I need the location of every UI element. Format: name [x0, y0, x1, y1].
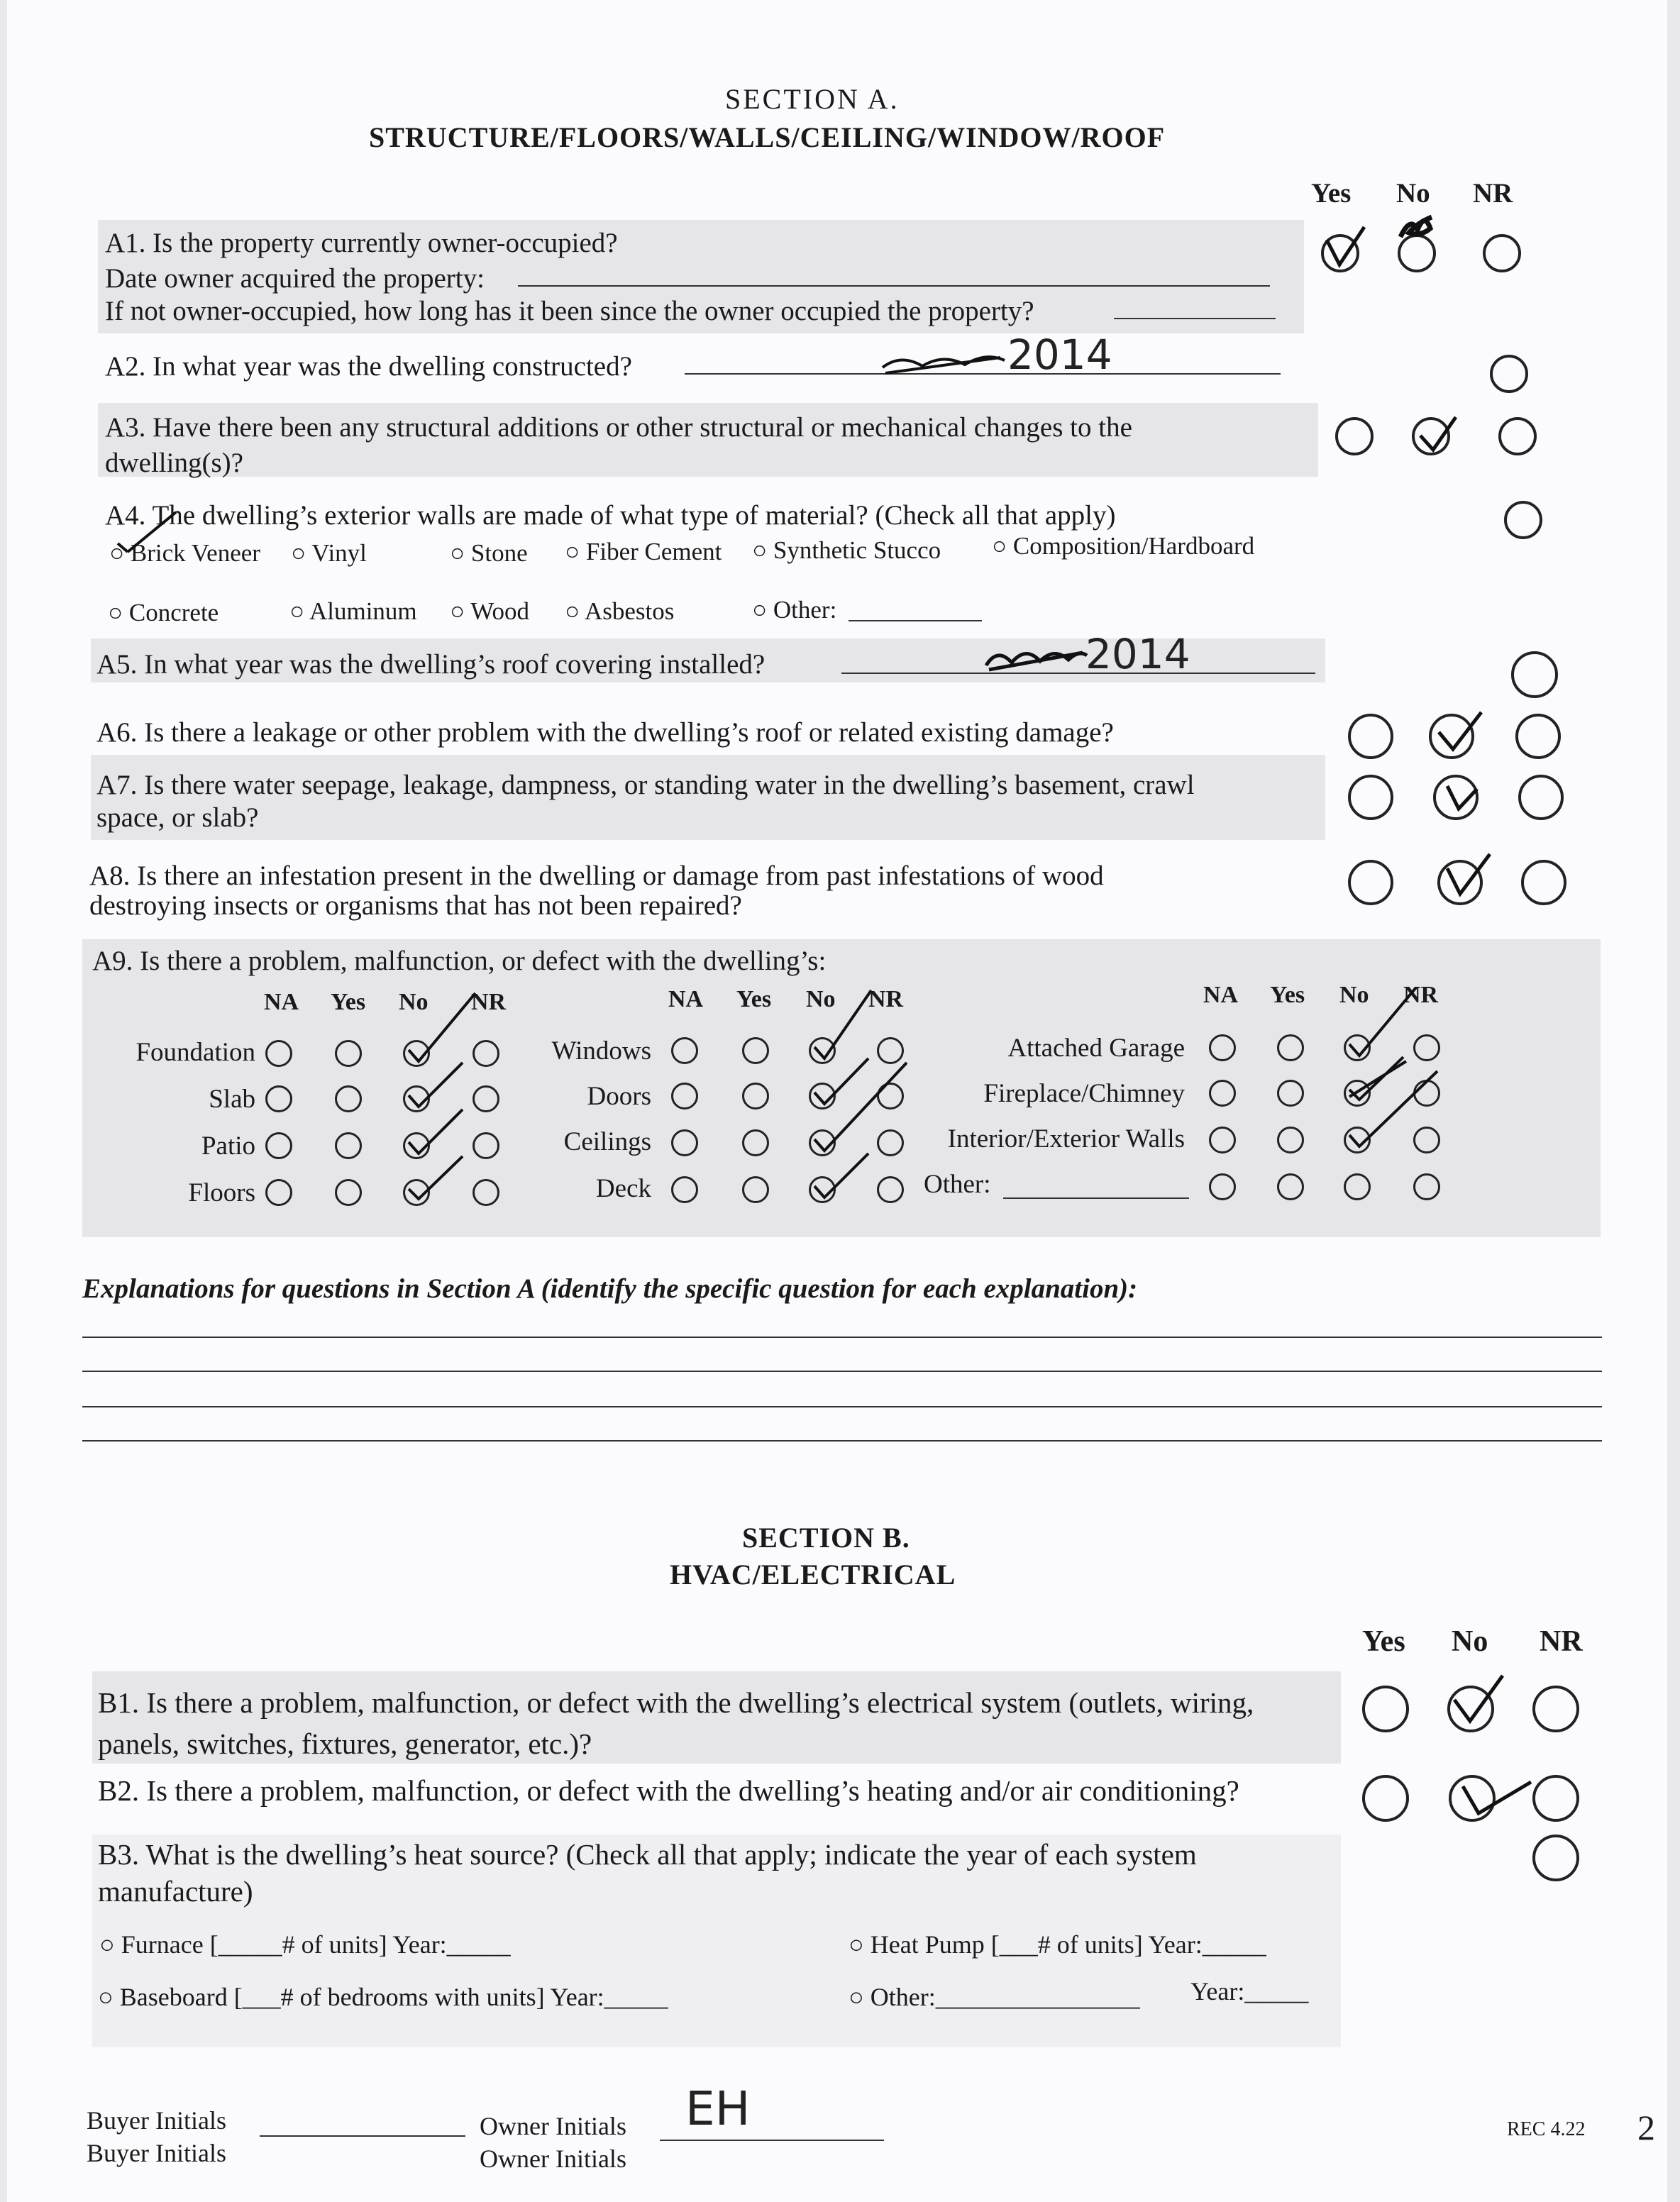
a9-other-yes-radio[interactable]: [1277, 1173, 1304, 1200]
a9-deck-label: Deck: [595, 1174, 651, 1203]
a9-deck-yes-radio[interactable]: [742, 1176, 769, 1203]
a6-question: A6. Is there a leakage or other problem with the dwelling’s roof or related existing damage?: [96, 717, 1114, 748]
a9-patio-label: Patio: [201, 1132, 255, 1161]
col-yes-a: Yes: [1311, 178, 1352, 209]
a3-nr-radio[interactable]: [1498, 417, 1537, 455]
a9-g2-yes-header: Yes: [736, 986, 772, 1012]
page-number: 2: [1637, 2108, 1655, 2147]
a3-question-cont: dwelling(s)?: [105, 448, 243, 478]
owner-initials-label: Owner Initials: [480, 2112, 626, 2140]
a9-group1-checkmarks-icon: [402, 989, 515, 1202]
explanation-line-3[interactable]: [82, 1406, 1602, 1407]
a9-slab-yes-radio[interactable]: [335, 1085, 362, 1112]
a9-fireplace-yes-radio[interactable]: [1277, 1080, 1304, 1107]
a2-nr-radio[interactable]: [1490, 355, 1528, 393]
a9-foundation-yes-radio[interactable]: [335, 1040, 362, 1067]
a6-no-checkmark-icon: [1435, 709, 1484, 752]
b1-question-cont: panels, switches, fixtures, generator, etc.)?: [98, 1727, 592, 1760]
a9-g2-no-header: No: [806, 986, 836, 1012]
a2-crossed-out-scribble-icon: [880, 345, 1007, 380]
a9-g3-no-header: No: [1339, 982, 1369, 1008]
b3-question: B3. What is the dwelling’s heat source? (Check all that apply; indicate the year of each system: [98, 1838, 1197, 1871]
col-no-a: No: [1396, 178, 1430, 209]
a9-foundation-na-radio[interactable]: [265, 1040, 292, 1067]
a9-ceilings-label: Ceilings: [563, 1127, 651, 1156]
a9-g3-na-header: NA: [1203, 982, 1239, 1008]
a9-garage-na-radio[interactable]: [1209, 1034, 1236, 1061]
b3-heat-pump-option[interactable]: ○ Heat Pump [___# of units] Year:_____: [849, 1930, 1266, 1959]
a9-floors-yes-radio[interactable]: [335, 1179, 362, 1206]
b3-nr-radio[interactable]: [1532, 1835, 1579, 1881]
b2-question: B2. Is there a problem, malfunction, or defect with the dwelling’s heating and/or air conditioning?: [98, 1774, 1239, 1807]
a9-g3-nr-header: NR: [1403, 982, 1439, 1008]
a9-fireplace-na-radio[interactable]: [1209, 1080, 1236, 1107]
a4-asbestos-option[interactable]: ○ Asbestos: [565, 597, 674, 626]
a9-garage-yes-radio[interactable]: [1277, 1034, 1304, 1061]
a7-no-checkmark-icon: [1440, 778, 1483, 820]
a8-nr-radio[interactable]: [1521, 860, 1566, 905]
a6-nr-radio[interactable]: [1515, 714, 1561, 759]
a4-nr-radio[interactable]: [1504, 501, 1542, 539]
a7-question-cont: space, or slab?: [96, 802, 259, 833]
a9-doors-na-radio[interactable]: [671, 1083, 698, 1110]
a2-year-handwritten: 2014: [1007, 331, 1112, 379]
a9-patio-na-radio[interactable]: [265, 1132, 292, 1159]
b3-baseboard-option[interactable]: ○ Baseboard [___# of bedrooms with units] Year:_____: [98, 1982, 668, 2012]
col-nr-a: NR: [1473, 178, 1513, 209]
section-b-subtitle: HVAC/ELECTRICAL: [670, 1559, 956, 1590]
a4-other-option[interactable]: ○ Other:: [752, 596, 836, 624]
a9-deck-na-radio[interactable]: [671, 1176, 698, 1203]
a1-howlong-label: If not owner-occupied, how long has it been since the owner occupied the property?: [105, 296, 1034, 326]
buyer-initials-label-2: Buyer Initials: [87, 2139, 226, 2167]
b2-no-checkmark-icon: [1454, 1776, 1532, 1819]
a9-group3-checkmarks-icon: [1342, 983, 1470, 1161]
a9-question: A9. Is there a problem, malfunction, or defect with the dwelling’s:: [92, 946, 827, 976]
a9-g1-na-header: NA: [264, 989, 299, 1015]
a9-slab-label: Slab: [209, 1085, 255, 1114]
a9-slab-na-radio[interactable]: [265, 1085, 292, 1112]
b3-question-cont: manufacture): [98, 1875, 253, 1908]
a9-attached-garage-label: Attached Garage: [1007, 1034, 1185, 1063]
section-b-title: SECTION B.: [742, 1522, 910, 1554]
a4-brick-checkmark-icon: [114, 508, 177, 550]
a3-no-checkmark-icon: [1416, 414, 1459, 457]
a1-yes-checkmark-icon: [1325, 226, 1368, 268]
a9-walls-yes-radio[interactable]: [1277, 1127, 1304, 1153]
a4-aluminum-option[interactable]: ○ Aluminum: [289, 597, 417, 626]
b3-other-option[interactable]: ○ Other:________________: [849, 1982, 1140, 2012]
explanation-line-2[interactable]: [82, 1371, 1602, 1372]
b3-other-year: Year:_____: [1190, 1977, 1309, 2005]
section-a-explanations-label: Explanations for questions in Section A (identify the specific question for each explanation):: [82, 1273, 1138, 1304]
a9-windows-na-radio[interactable]: [671, 1037, 698, 1064]
a9-g2-na-header: NA: [668, 986, 704, 1012]
a5-nr-radio[interactable]: [1511, 651, 1558, 698]
a9-other-nr-radio[interactable]: [1413, 1173, 1440, 1200]
a1-date-line: [518, 285, 1270, 287]
a4-question: A4. The dwelling’s exterior walls are made of what type of material? (Check all that apply): [105, 500, 1116, 531]
section-a-subtitle: STRUCTURE/FLOORS/WALLS/CEILING/WINDOW/ROOF: [369, 121, 1166, 153]
col-no-b: No: [1452, 1625, 1488, 1658]
a5-question: A5. In what year was the dwelling’s roof covering installed?: [96, 649, 766, 680]
a3-yes-radio[interactable]: [1335, 417, 1374, 455]
col-nr-b: NR: [1540, 1625, 1583, 1658]
a6-yes-radio[interactable]: [1348, 714, 1393, 759]
a9-doors-label: Doors: [587, 1082, 651, 1111]
a8-question: A8. Is there an infestation present in the dwelling or damage from past infestations of wood: [89, 861, 1104, 891]
a4-fiber-cement-option[interactable]: ○ Fiber Cement: [565, 538, 722, 566]
a1-no-scribble-icon: [1396, 209, 1439, 244]
a9-floors-label: Floors: [188, 1178, 255, 1207]
owner-initials-line[interactable]: [660, 2140, 884, 2141]
a9-foundation-label: Foundation: [136, 1038, 255, 1067]
a7-nr-radio[interactable]: [1518, 775, 1564, 820]
a9-other-line: [1003, 1197, 1189, 1199]
b1-question: B1. Is there a problem, malfunction, or defect with the dwelling’s electrical system (outlets, wiring,: [98, 1686, 1254, 1719]
buyer-initials-label: Buyer Initials: [87, 2106, 226, 2135]
a9-doors-yes-radio[interactable]: [742, 1083, 769, 1110]
a9-walls-label: Interior/Exterior Walls: [947, 1124, 1185, 1153]
section-a-title: SECTION A.: [725, 83, 900, 115]
a9-g2-nr-header: NR: [868, 986, 904, 1012]
a1-nr-radio[interactable]: [1483, 234, 1521, 272]
a9-ceilings-na-radio[interactable]: [671, 1129, 698, 1156]
a7-yes-radio[interactable]: [1348, 775, 1393, 820]
a4-synthetic-stucco-option[interactable]: ○ Synthetic Stucco: [752, 536, 941, 565]
b1-yes-radio[interactable]: [1362, 1686, 1409, 1732]
buyer-initials-line[interactable]: [260, 2135, 465, 2137]
a5-year-handwritten: 2014: [1085, 630, 1190, 678]
b2-nr-radio[interactable]: [1532, 1775, 1579, 1822]
owner-initials-label-2: Owner Initials: [480, 2145, 626, 2173]
explanation-line-4[interactable]: [82, 1440, 1602, 1442]
a9-other-label: Other:: [924, 1170, 991, 1199]
a9-windows-yes-radio[interactable]: [742, 1037, 769, 1064]
a9-other-no-radio[interactable]: [1344, 1173, 1371, 1200]
b3-furnace-option[interactable]: ○ Furnace [_____# of units] Year:_____: [99, 1930, 511, 1959]
b1-no-checkmark-icon: [1447, 1671, 1504, 1728]
a2-question: A2. In what year was the dwelling constructed?: [105, 351, 632, 382]
a8-no-checkmark-icon: [1443, 851, 1493, 901]
a3-question: A3. Have there been any structural additions or other structural or mechanical changes to the: [105, 412, 1132, 443]
b1-nr-radio[interactable]: [1532, 1686, 1579, 1732]
a9-fireplace-label: Fireplace/Chimney: [983, 1079, 1185, 1108]
a9-g1-yes-header: Yes: [331, 989, 366, 1015]
a9-g1-nr-header: NR: [471, 989, 507, 1015]
a4-other-line: [849, 620, 982, 621]
a1-question: A1. Is the property currently owner-occupied?: [105, 228, 618, 258]
col-yes-b: Yes: [1362, 1625, 1405, 1658]
a9-other-na-radio[interactable]: [1209, 1173, 1236, 1200]
a8-yes-radio[interactable]: [1348, 860, 1393, 905]
a5-crossed-out-scribble-icon: [983, 641, 1090, 677]
a4-concrete-option[interactable]: ○ Concrete: [108, 599, 219, 627]
a9-g1-no-header: No: [399, 989, 429, 1015]
a4-wood-option[interactable]: ○ Wood: [450, 597, 529, 626]
b2-yes-radio[interactable]: [1362, 1775, 1409, 1822]
a1-howlong-line: [1114, 318, 1276, 319]
document-page: [7, 0, 1667, 2202]
explanation-line-1[interactable]: [82, 1337, 1602, 1338]
a9-patio-yes-radio[interactable]: [335, 1132, 362, 1159]
a9-group2-checkmarks-icon: [807, 987, 921, 1200]
a7-question: A7. Is there water seepage, leakage, dampness, or standing water in the dwelling’s basement, crawl: [96, 770, 1195, 800]
a9-floors-na-radio[interactable]: [265, 1179, 292, 1206]
a8-question-cont: destroying insects or organisms that has not been repaired?: [89, 890, 742, 921]
a4-composition-option[interactable]: ○ Composition/Hardboard: [992, 532, 1254, 560]
owner-initials-handwritten: EH: [685, 2081, 751, 2136]
a9-g3-yes-header: Yes: [1270, 982, 1305, 1008]
a4-brick-veneer-option[interactable]: ○ Brick Veneer: [109, 539, 260, 568]
a4-stone-option[interactable]: ○ Stone: [450, 539, 528, 568]
a9-ceilings-yes-radio[interactable]: [742, 1129, 769, 1156]
a9-windows-label: Windows: [551, 1036, 651, 1066]
a4-vinyl-option[interactable]: ○ Vinyl: [291, 539, 367, 568]
a9-walls-na-radio[interactable]: [1209, 1127, 1236, 1153]
form-code: REC 4.22: [1507, 2118, 1586, 2140]
a1-date-label: Date owner acquired the property:: [105, 263, 485, 294]
